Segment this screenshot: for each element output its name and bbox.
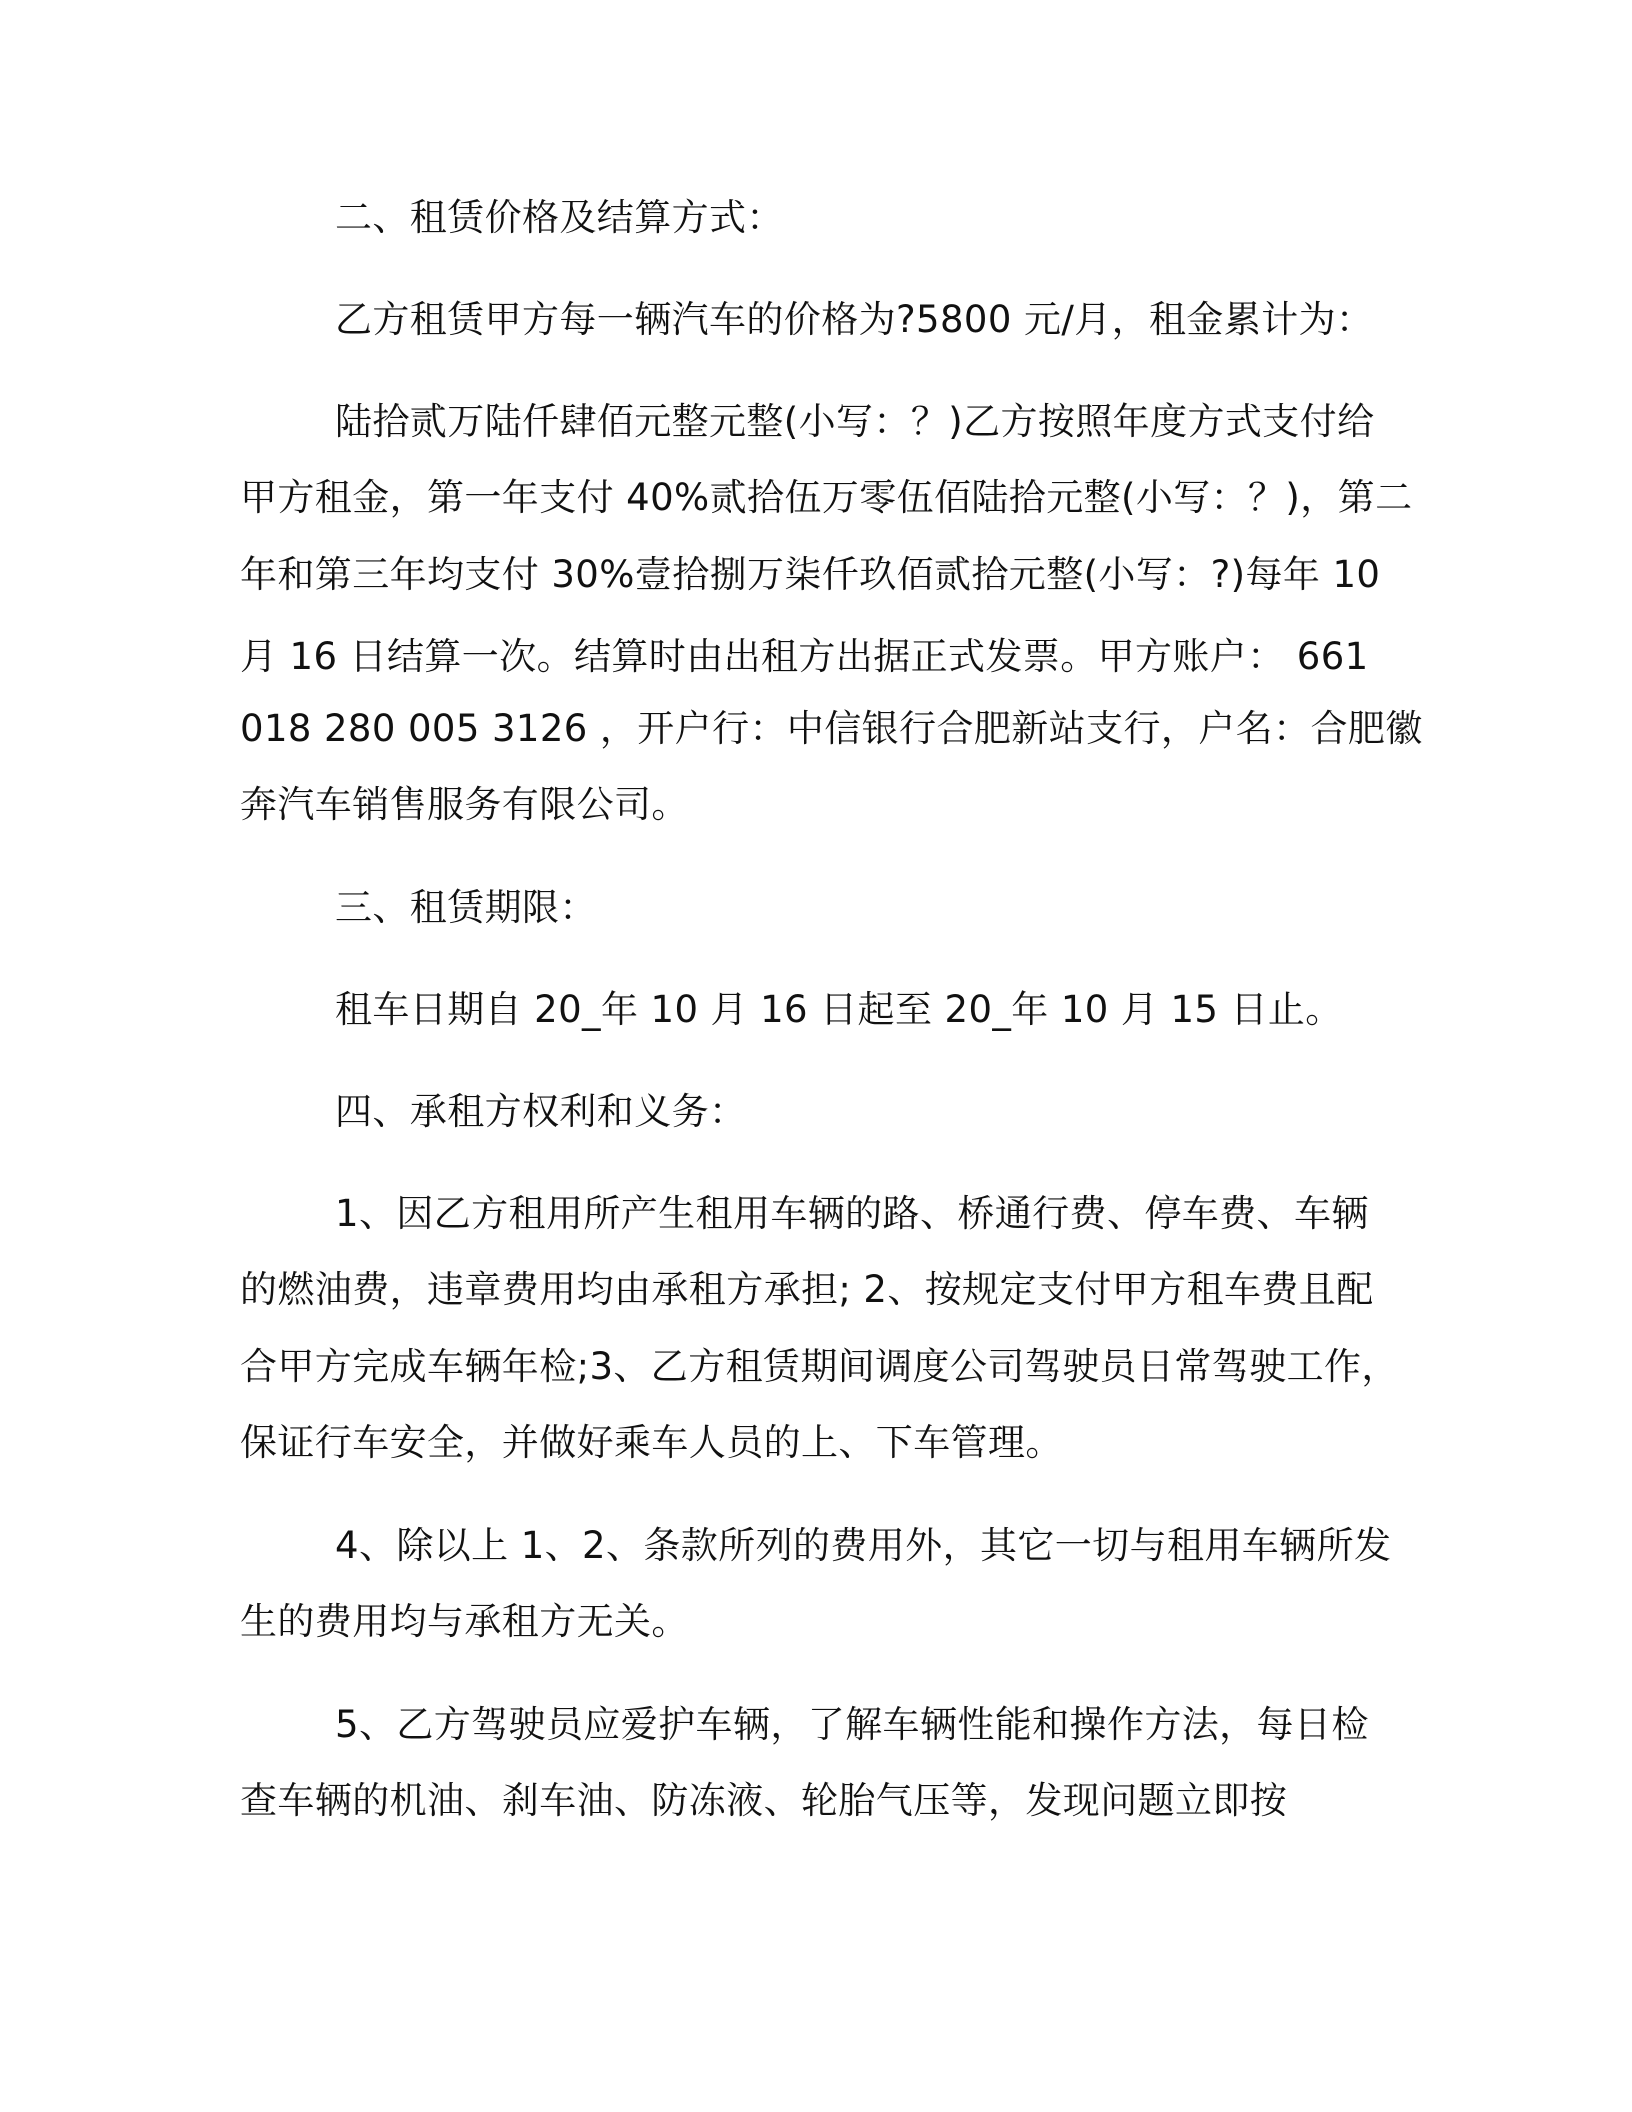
paragraph-line: 乙方租赁甲方每一辆汽车的价格为?5800 元/月，租金累计为： (335, 298, 1374, 341)
paragraph-line: 4、除以上 1、2、条款所列的费用外，其它一切与租用车辆所发 (335, 1524, 1392, 1567)
paragraph-line: 生的费用均与承租方无关。 (240, 1600, 689, 1643)
paragraph-line: 的燃油费，违章费用均由承租方承担; 2、按规定支付甲方租车费且配 (240, 1268, 1374, 1311)
lease-period-text: 租车日期自 20_年 10 月 16 日起至 20_年 10 月 15 日止。 (335, 988, 1343, 1031)
paragraph-line: 1、因乙方租用所产生租用车辆的路、桥通行费、停车费、车辆 (335, 1192, 1369, 1235)
section-2-heading: 二、租赁价格及结算方式： (335, 196, 784, 239)
paragraph-line: 合甲方完成车辆年检;3、乙方租赁期间调度公司驾驶员日常驾驶工作， (240, 1345, 1399, 1388)
paragraph-line: 保证行车安全，并做好乘车人员的上、下车管理。 (240, 1421, 1063, 1464)
paragraph-line: 甲方租金，第一年支付 40%贰拾伍万零伍佰陆拾元整(小写：？)，第二 (240, 476, 1413, 519)
paragraph-line: 018 280 005 3126 ，开户行：中信银行合肥新站支行，户名：合肥徽 (240, 707, 1423, 750)
paragraph-line: 5、乙方驾驶员应爱护车辆，了解车辆性能和操作方法，每日检 (335, 1703, 1369, 1746)
section-4-heading: 四、承租方权利和义务： (335, 1090, 747, 1133)
paragraph-line: 陆拾贰万陆仟肆佰元整元整(小写：？)乙方按照年度方式支付给 (335, 400, 1375, 443)
paragraph-line: 年和第三年均支付 30%壹拾捌万柒仟玖佰贰拾元整(小写：?)每年 10 (240, 553, 1381, 596)
paragraph-line: 查车辆的机油、刹车油、防冻液、轮胎气压等，发现问题立即按 (240, 1779, 1288, 1822)
paragraph-line: 月 16 日结算一次。结算时由出租方出据正式发票。甲方账户： 661 (240, 635, 1369, 678)
section-3-heading: 三、租赁期限： (335, 886, 597, 929)
paragraph-line: 奔汽车销售服务有限公司。 (240, 783, 689, 826)
